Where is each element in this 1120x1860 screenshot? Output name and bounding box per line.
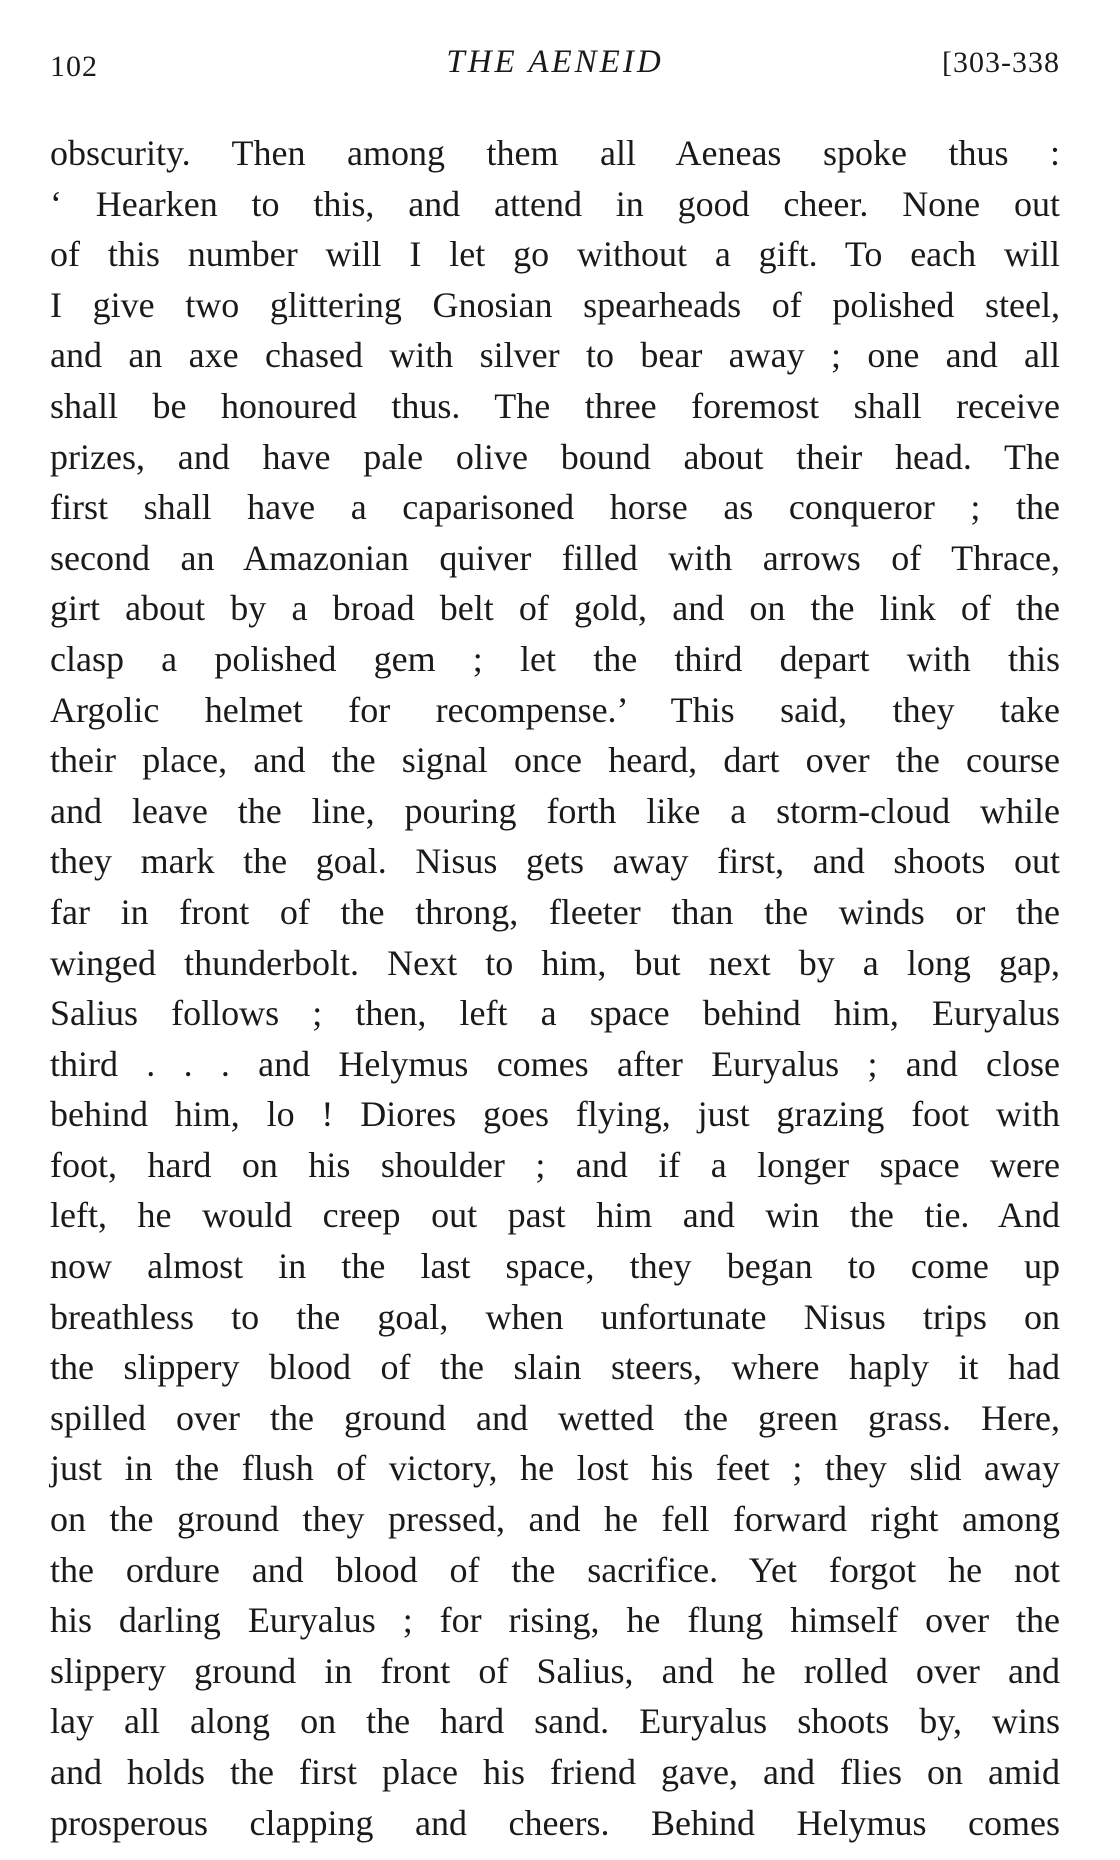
running-title: THE AENEID	[446, 44, 664, 80]
text-line: the ordure and blood of the sacrifice. Yet forgot he not	[50, 1549, 1060, 1590]
text-line: far in front of the throng, fleeter than the winds or the	[50, 891, 1060, 932]
text-line: Salius follows ; then, left a space behind him, Euryalus	[50, 993, 1060, 1034]
text-line: the slippery blood of the slain steers, where haply it had	[50, 1347, 1060, 1388]
text-line: on the ground they pressed, and he fell forward right among	[50, 1499, 1060, 1540]
text-line: now almost in the last space, they began to come up	[50, 1246, 1060, 1287]
text-line: their place, and the signal once heard, dart over the course	[50, 740, 1060, 781]
text-line: just in the flush of victory, he lost his feet ; they slid away	[50, 1448, 1060, 1489]
text-line: of this number will I let go without a gift. To each will	[50, 234, 1060, 275]
page-number: 102	[50, 50, 98, 83]
text-line: foot, hard on his shoulder ; and if a longer space were	[50, 1144, 1060, 1185]
text-line: breathless to the goal, when unfortunate Nisus trips on	[50, 1296, 1060, 1337]
text-line: shall be honoured thus. The three foremost shall receive	[50, 385, 1060, 426]
text-line: clasp a polished gem ; let the third depart with this	[50, 638, 1060, 679]
book-page	[50, 40, 1060, 1848]
text-line: obscurity. Then among them all Aeneas spoke thus :	[50, 133, 1060, 173]
text-line: I give two glittering Gnosian spearheads of polished steel,	[50, 284, 1060, 325]
text-line: slippery ground in front of Salius, and he rolled over and	[50, 1650, 1060, 1691]
text-line: and an axe chased with silver to bear away ; one and all	[50, 335, 1060, 376]
text-line: prizes, and have pale olive bound about their head. The	[50, 436, 1060, 477]
text-line: left, he would creep out past him and win the tie. And	[50, 1195, 1060, 1236]
page-header	[50, 40, 1060, 90]
text-line: prosperous clapping and cheers. Behind Helymus comes	[50, 1802, 1060, 1843]
text-line: ‘ Hearken to this, and attend in good cheer. None out	[50, 183, 1060, 224]
text-line: first shall have a caparisoned horse as conqueror ; the	[50, 487, 1060, 528]
text-line: second an Amazonian quiver filled with arrows of Thrace,	[50, 537, 1060, 578]
text-line: third . . . and Helymus comes after Euryalus ; and close	[50, 1043, 1060, 1084]
text-line: and leave the line, pouring forth like a storm-cloud while	[50, 790, 1060, 831]
text-line: and holds the first place his friend gave, and flies on amid	[50, 1752, 1060, 1792]
text-line: they mark the goal. Nisus gets away first, and shoots out	[50, 841, 1060, 882]
body-text	[50, 128, 1060, 1848]
text-line: his darling Euryalus ; for rising, he flung himself over the	[50, 1600, 1060, 1641]
text-line: winged thunderbolt. Next to him, but next by a long gap,	[50, 942, 1060, 983]
text-line: girt about by a broad belt of gold, and on the link of the	[50, 588, 1060, 629]
text-line: behind him, lo ! Diores goes flying, just grazing foot with	[50, 1094, 1060, 1135]
text-line: lay all along on the hard sand. Euryalus shoots by, wins	[50, 1701, 1060, 1742]
text-line: spilled over the ground and wetted the green grass. Here,	[50, 1397, 1060, 1438]
line-range: [303-338	[942, 46, 1060, 79]
text-line: Argolic helmet for recompense.’ This said, they take	[50, 689, 1060, 730]
